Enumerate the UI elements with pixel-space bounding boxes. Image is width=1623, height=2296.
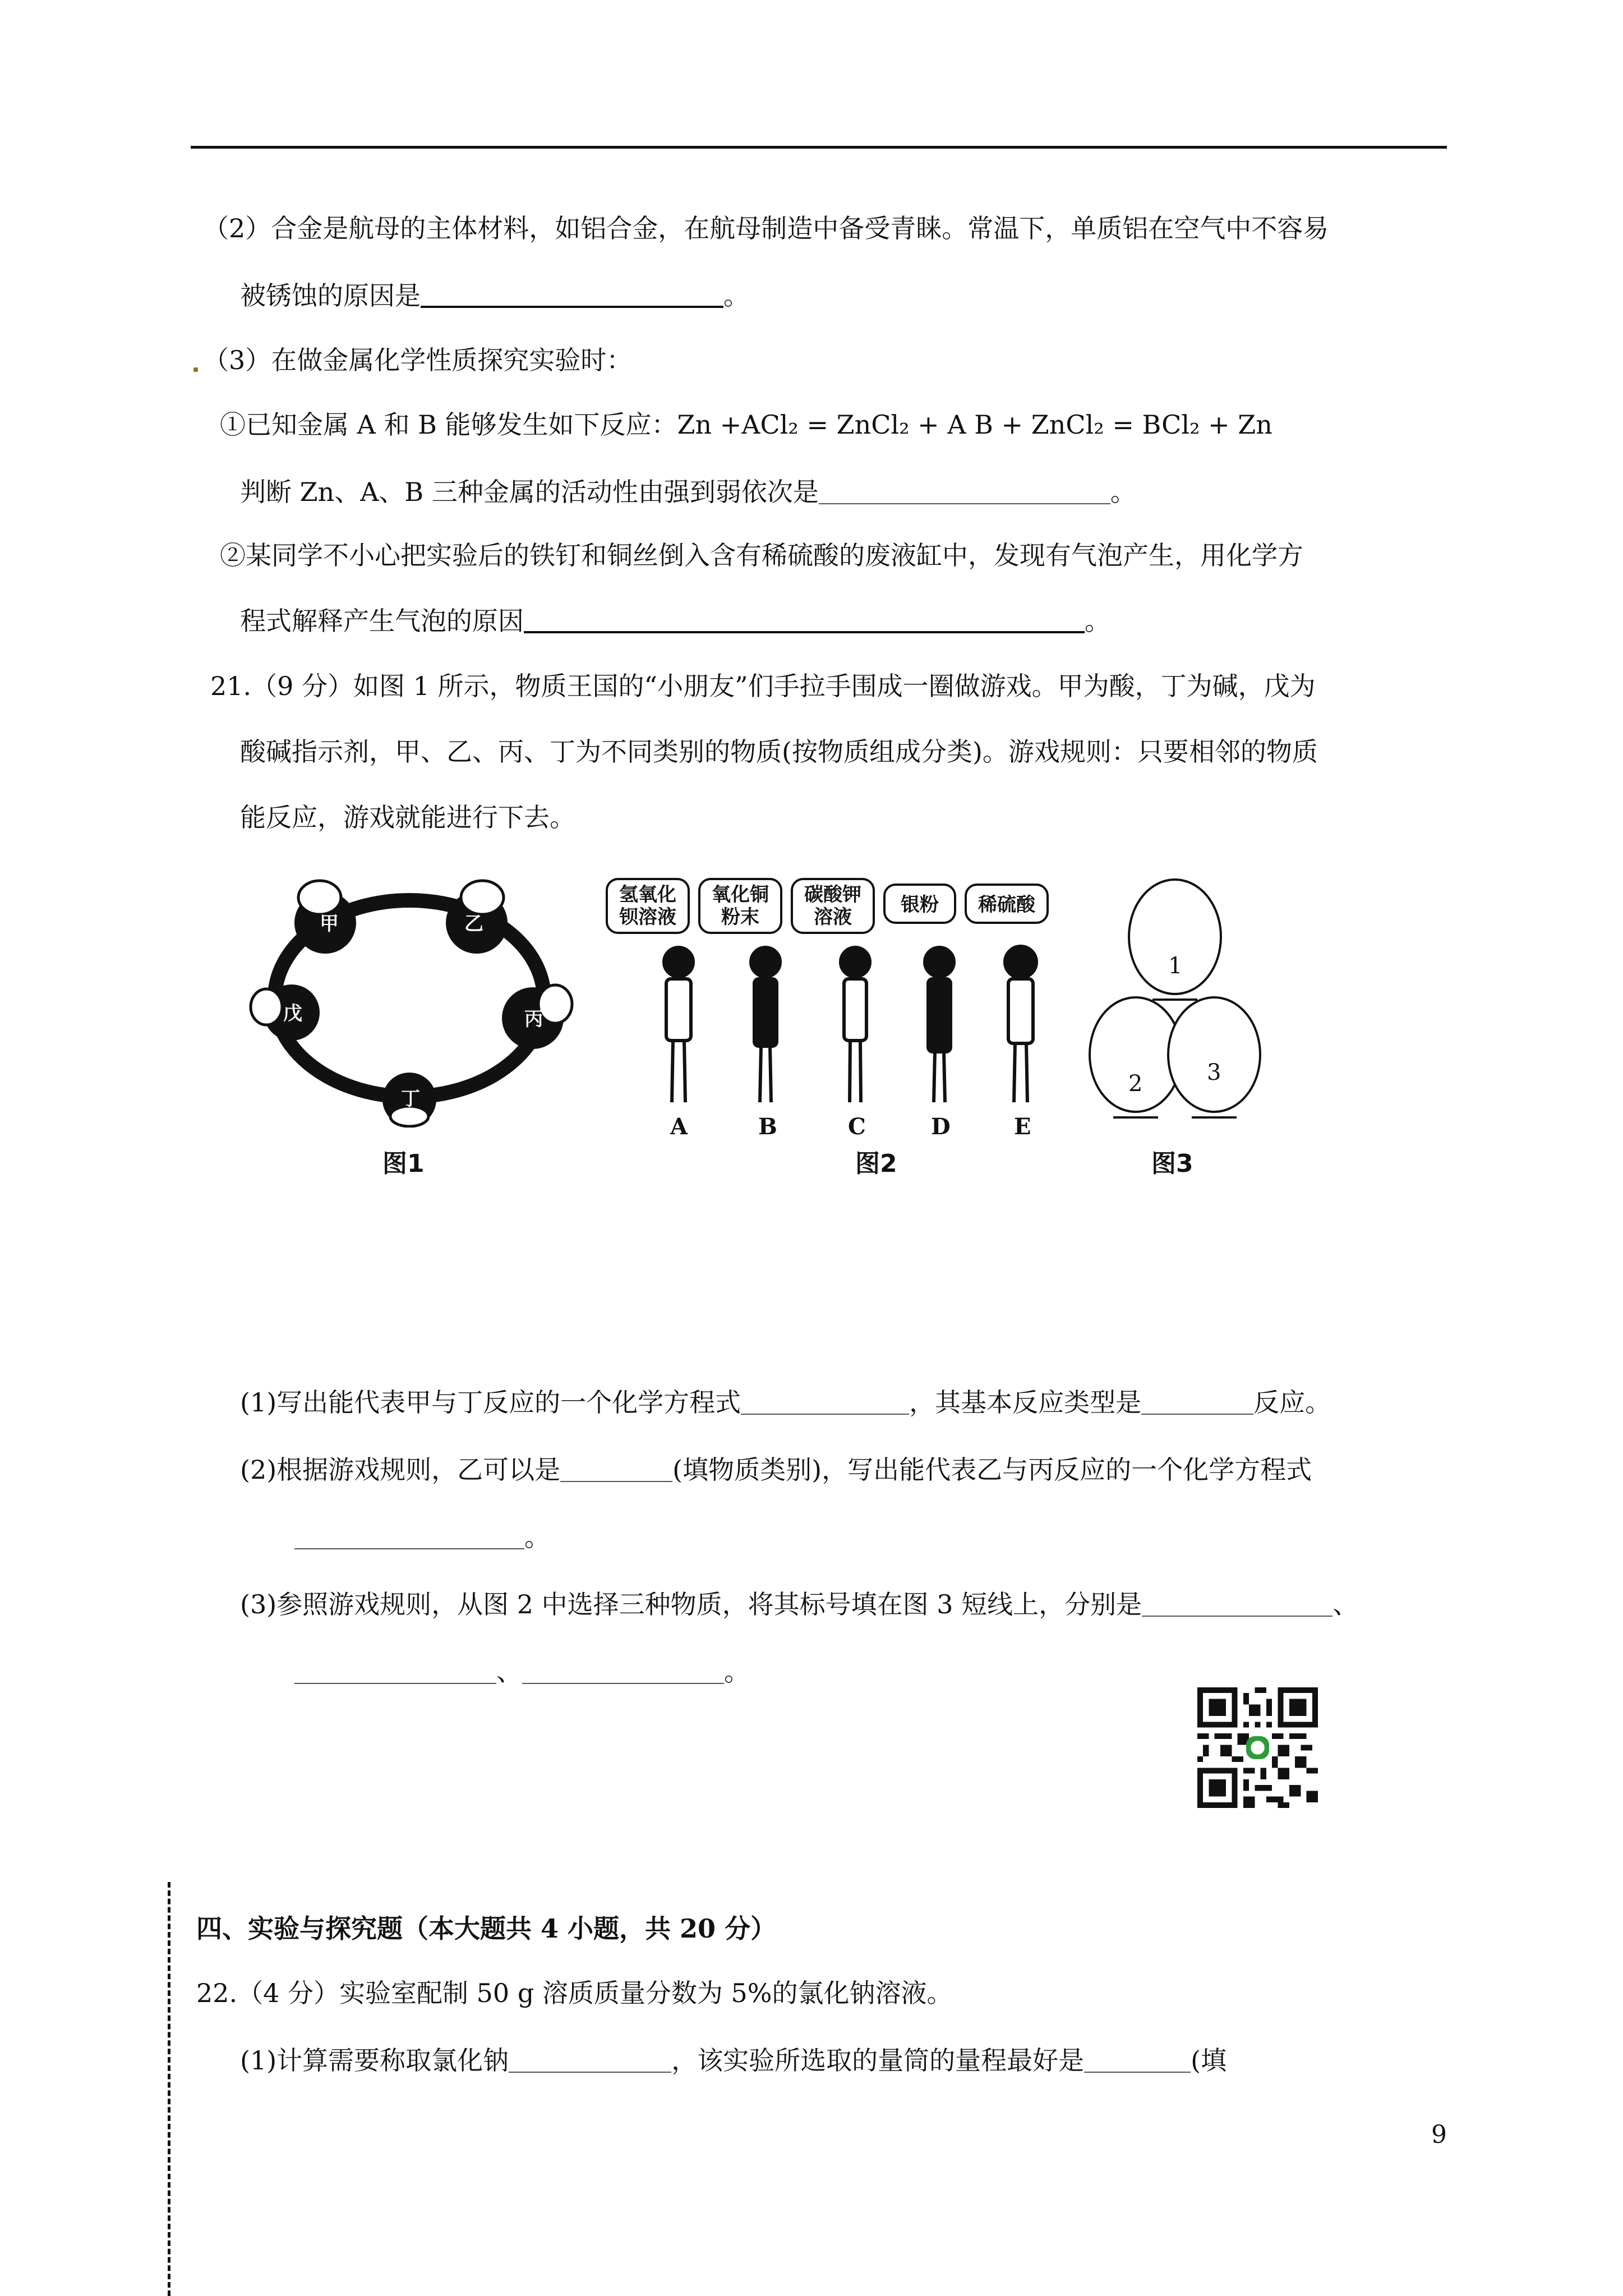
answer-blank	[509, 2047, 671, 2073]
caption-fig2: 图2	[855, 1149, 897, 1178]
person-label-E: E	[1014, 1114, 1031, 1140]
q20-part3-item1-line2: 判断 Zn、A、B 三种金属的活动性由强到弱依次是 。	[240, 477, 1136, 507]
person-label-B: B	[758, 1114, 777, 1140]
answer-blank	[524, 606, 1085, 633]
answer-blank	[294, 1524, 524, 1549]
bubble-D: 银粉	[883, 884, 956, 924]
ring-label-jia: 甲	[320, 913, 339, 935]
caption-fig3: 图3	[1151, 1149, 1193, 1178]
figure2-people-illustration	[651, 942, 1077, 1116]
oval-label-2: 2	[1128, 1071, 1143, 1097]
answer-blank	[741, 1389, 909, 1415]
bubble-C: 碳酸钾溶液	[791, 878, 875, 934]
person-label-D: D	[931, 1114, 951, 1140]
page-number: 9	[1431, 2120, 1447, 2149]
q20-part2-line2: 被锈蚀的原因是 。	[240, 280, 749, 311]
answer-blank	[560, 1456, 672, 1482]
q20-part3-title: （3）在做金属化学性质探究实验时：	[203, 345, 633, 375]
person-label-C: C	[848, 1114, 866, 1140]
oval-label-3: 3	[1207, 1060, 1221, 1085]
ring-label-wu: 戊	[283, 1002, 302, 1025]
oval-label-1: 1	[1168, 953, 1183, 979]
bubble-A: 氢氧化钡溶液	[606, 878, 690, 934]
q20-part2-line1: （2）合金是航母的主体材料，如铝合金，在航母制造中备受青睐。常温下，单质铝在空气中不容易	[203, 213, 1329, 243]
bubble-E: 稀硫酸	[965, 884, 1049, 924]
person-label-A: A	[670, 1114, 688, 1140]
bubble-B: 氧化铜粉末	[698, 878, 782, 934]
header-rule	[191, 146, 1447, 149]
answer-blank	[522, 1658, 724, 1684]
q21-stem-line1: 21.（9 分）如图 1 所示，物质王国的“小朋友”们手拉手围成一圈做游戏。甲为酸，丁为碱，戊为	[210, 671, 1316, 701]
q21-stem-line3: 能反应，游戏就能进行下去。	[240, 802, 575, 832]
q20-part3-item1-line1: ①已知金属 A 和 B 能够发生如下反应：Zn +ACl₂ = ZnCl₂ + A B + ZnCl₂ = BCl₂ + Zn	[220, 409, 1272, 440]
section4-title: 四、实验与探究题（本大题共 4 小题，共 20 分）	[196, 1913, 777, 1944]
q20-part3-item2-line1: ②某同学不小心把实验后的铁钉和铜丝倒入含有稀硫酸的废液缸中，发现有气泡产生，用化学方	[220, 540, 1303, 570]
q21-sub1: (1)写出能代表甲与丁反应的一个化学方程式 ，其基本反应类型是 反应。	[240, 1387, 1331, 1418]
figure3-ovals-diagram	[1082, 875, 1262, 1139]
q20-part3-item2-line2: 程式解释产生气泡的原因 。	[240, 606, 1110, 636]
binding-dashed-line	[168, 1882, 170, 2296]
answer-blank	[1142, 1591, 1332, 1617]
q22-stem: 22.（4 分）实验室配制 50 g 溶质质量分数为 5%的氯化钠溶液。	[196, 1978, 953, 2008]
qr-code-icon	[1197, 1687, 1318, 1808]
q21-sub3-line2: 、 。	[294, 1655, 750, 1688]
answer-blank	[294, 1658, 496, 1684]
ring-label-yi: 乙	[464, 913, 483, 935]
caption-fig1: 图1	[382, 1149, 425, 1178]
ring-label-bing: 丙	[524, 1008, 543, 1030]
q22-sub1: (1)计算需要称取氯化钠 ，该实验所选取的量筒的量程最好是 (填	[240, 2045, 1227, 2076]
answer-blank	[819, 478, 1110, 504]
q21-sub2-line1: (2)根据游戏规则，乙可以是 (填物质类别)，写出能代表乙与丙反应的一个化学方程式	[240, 1455, 1312, 1485]
q21-stem-line2: 酸碱指示剂，甲、乙、丙、丁为不同类别的物质(按物质组成分类)。游戏规则：只要相邻的物质	[240, 737, 1318, 767]
ring-label-ding: 丁	[401, 1088, 420, 1110]
answer-blank	[421, 281, 723, 308]
answer-blank	[1084, 2047, 1191, 2073]
answer-blank	[1141, 1389, 1253, 1415]
stray-mark	[193, 367, 198, 372]
figure1-ring-illustration	[241, 869, 578, 1128]
q21-sub2-line2: 。	[294, 1520, 550, 1554]
q21-sub3-line1: (3)参照游戏规则，从图 2 中选择三种物质，将其标号填在图 3 短线上，分别是 、	[240, 1589, 1359, 1619]
